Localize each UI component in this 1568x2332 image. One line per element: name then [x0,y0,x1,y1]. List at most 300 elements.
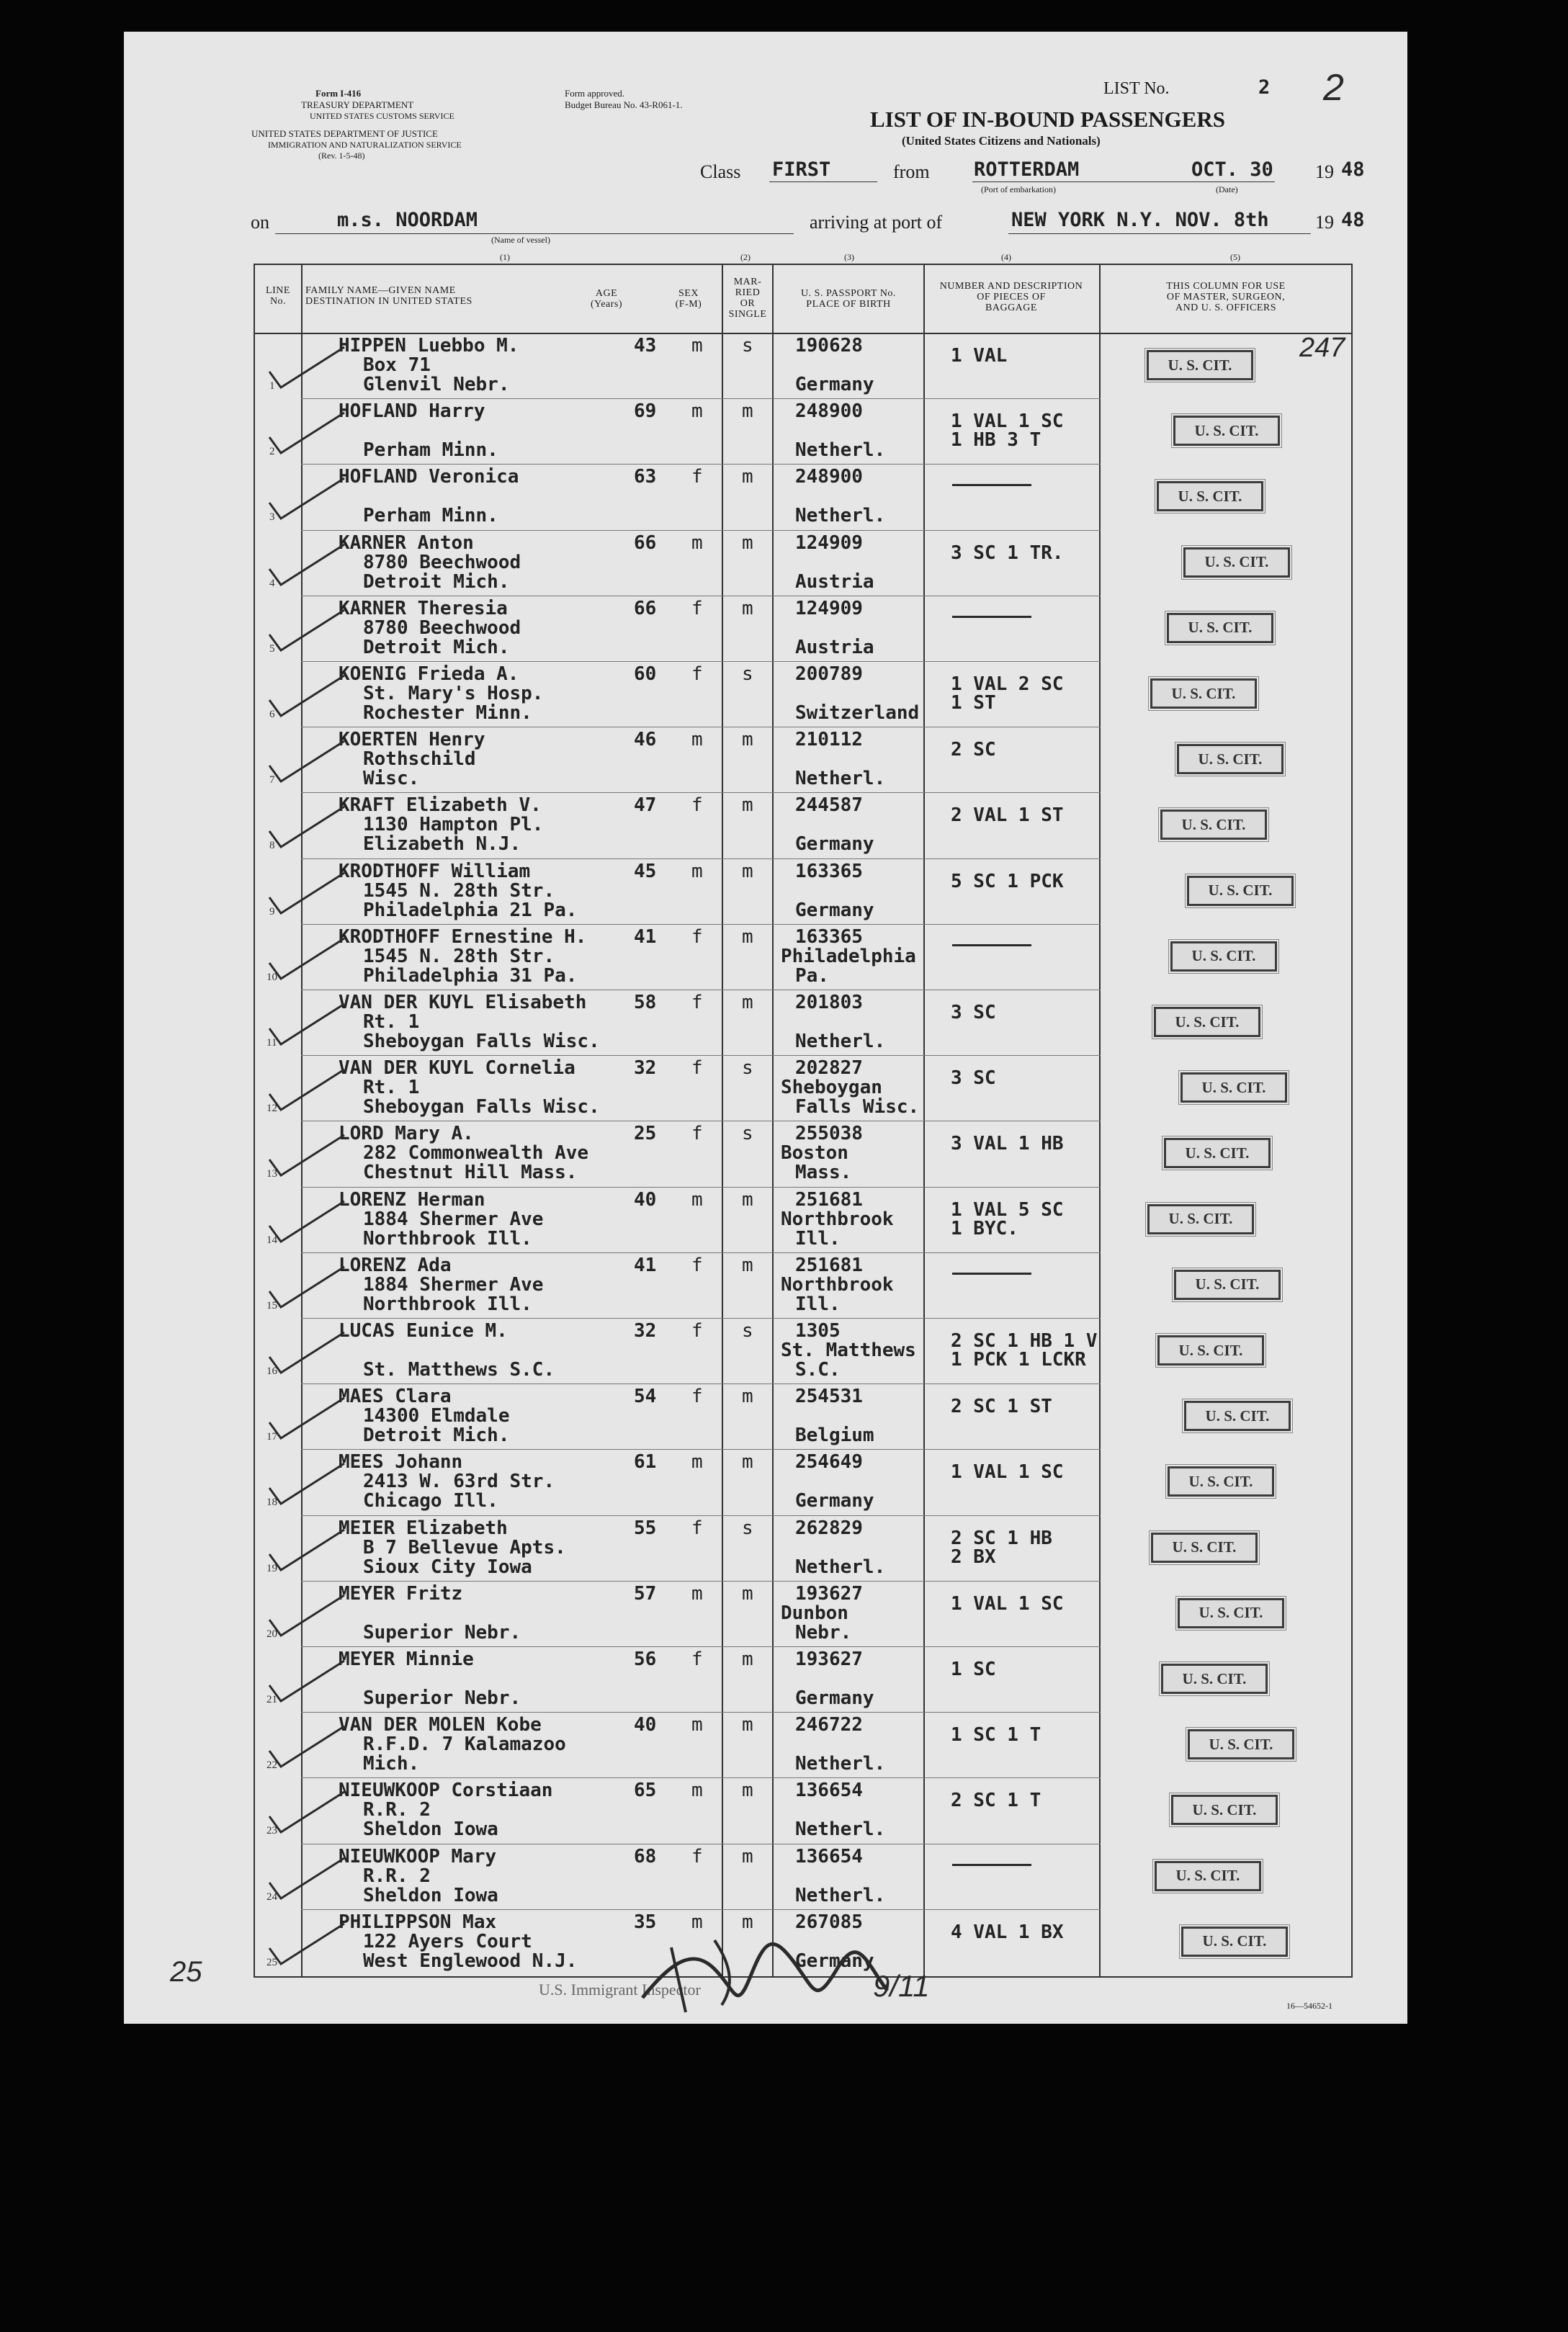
row-separator [301,924,1101,925]
place-of-birth: Germany [795,899,874,921]
place-of-birth: Germany [795,374,874,395]
place-of-birth: Mass. [795,1162,852,1184]
column-number: (2) [740,252,751,262]
line-number: 18 [266,1497,277,1509]
marital-status: s [742,335,753,356]
baggage-line-1: 3 SC 1 TR. [951,542,1064,564]
place-of-birth: Austria [795,636,874,658]
column-number: (5) [1230,252,1240,262]
passenger-name: NIEUWKOOP Corstiaan [339,1780,553,1802]
passport-number: 136654 [795,1780,863,1802]
place-of-birth: Netherl. [795,1556,886,1578]
sex: m [691,860,703,882]
passport-number: 193627 [795,1582,863,1605]
sex: f [691,1386,703,1408]
line-number: 10 [266,971,277,983]
place-of-birth: Austria [795,570,874,593]
baggage-line-1: 3 VAL 1 HB [951,1133,1064,1155]
passport-number: 163365 [795,860,863,882]
passport-number: 200789 [795,663,863,685]
marital-status: m [742,1188,753,1211]
address-line-2: Detroit Mich. [363,636,510,658]
passport-number: 267085 [795,1911,863,1933]
us-citizen-stamp: U. S. CIT. [1157,481,1263,511]
sex: f [691,1057,703,1080]
passenger-name: MEYER Minnie [339,1649,474,1670]
passport-number: 248900 [795,400,863,423]
arrival-port: NEW YORK N.Y. NOV. 8th [1011,209,1269,231]
line-number: 3 [269,511,275,524]
table-top-rule [254,264,1353,265]
form-number: Form I-416 [315,88,362,99]
passport-number: 1305 [795,1320,841,1342]
marital-status: m [742,1451,753,1474]
budget-bureau: Budget Bureau No. 43-R061-1. [565,99,683,110]
us-citizen-stamp: U. S. CIT. [1154,1007,1260,1037]
us-citizen-stamp: U. S. CIT. [1174,1270,1281,1300]
marital-status: m [742,1649,753,1670]
address-line-2: Sheldon Iowa [363,1818,498,1841]
line-number: 25 [266,1956,277,1968]
address-line-1: 1545 N. 28th Str. [363,879,555,902]
place-of-birth: Germany [795,1950,874,1972]
address-line-2: Mich. [363,1753,420,1775]
passenger-name: KRODTHOFF Ernestine H. [339,925,587,948]
address-line-2: Sheldon Iowa [363,1884,498,1906]
line-number: 9 [269,905,275,918]
place-of-birth: Netherl. [795,439,886,462]
checkmark-icon [265,408,351,459]
birth-line-1: St. Matthews [781,1340,916,1361]
sex: f [691,925,703,948]
column-number: (3) [844,252,854,262]
address-line-2: Sheboygan Falls Wisc. [363,1096,600,1118]
marital-status: s [742,1057,753,1080]
us-citizen-stamp: U. S. CIT. [1184,1401,1291,1431]
address-line-1: R.F.D. 7 Kalamazoo [363,1734,566,1756]
line-number: 8 [269,840,275,852]
passenger-name: KOENIG Frieda A. [339,663,519,685]
place-of-birth: Netherl. [795,1884,886,1906]
sex: f [691,794,703,817]
place-of-birth: Netherl. [795,1031,886,1052]
passport-number: 254649 [795,1451,863,1474]
age: 56 [634,1649,657,1670]
row-separator [301,661,1101,662]
class-label: Class [700,161,741,182]
passport-number: 248900 [795,466,863,488]
from-label: from [893,161,930,182]
marital-status: m [742,400,753,423]
checkmark-icon [265,1263,351,1313]
dept-treasury: TREASURY DEPARTMENT [301,99,414,110]
place-of-birth: Pa. [795,964,829,987]
marital-status: m [742,794,753,817]
checkmark-icon [265,1197,351,1247]
baggage-line-1: 2 SC 1 HB [951,1527,1052,1549]
header-sex: SEX (F-M) [675,288,702,310]
passenger-name: MEIER Elizabeth [339,1517,508,1539]
marital-status: m [742,1845,753,1867]
place-of-birth: Switzerland [795,702,920,724]
place-of-birth: Ill. [795,1227,841,1250]
address-line-1: Rt. 1 [363,1077,420,1099]
baggage-line-1: 1 VAL 1 SC [951,1461,1064,1484]
age: 55 [634,1517,657,1539]
address-line-2: Philadelphia 31 Pa. [363,964,578,987]
address-line-1: 1884 Shermer Ave [363,1208,544,1230]
us-citizen-stamp: U. S. CIT. [1171,1795,1278,1825]
sex: m [691,729,703,751]
line-number: 1 [269,380,275,392]
line-number: 16 [266,1365,277,1377]
sex: m [691,400,703,423]
page-title: LIST OF IN-BOUND PASSENGERS [870,107,1225,132]
passport-number: 136654 [795,1845,863,1867]
address-line-2: Chestnut Hill Mass. [363,1162,578,1184]
passenger-name: MEYER Fritz [339,1582,463,1605]
age: 35 [634,1911,657,1933]
line-number: 14 [266,1234,277,1246]
address-line-1: 14300 Elmdale [363,1405,510,1427]
baggage-line-2: 1 PCK 1 LCKR [951,1349,1086,1371]
address-line-1: 8780 Beechwood [363,551,521,573]
header-passport: U. S. PASSPORT No. PLACE OF BIRTH [801,288,896,310]
age: 46 [634,729,657,751]
age: 60 [634,663,657,685]
baggage-line-1: 1 VAL 5 SC [951,1198,1064,1221]
row-separator [301,1318,1101,1319]
marital-status: m [742,1911,753,1933]
age: 61 [634,1451,657,1474]
baggage-line-1: 3 SC [951,1067,996,1090]
marital-status: m [742,1582,753,1605]
sex: m [691,1451,703,1474]
year-prefix-1: 19 [1315,161,1334,182]
row-separator [301,1712,1101,1713]
address-line-2: Sheboygan Falls Wisc. [363,1031,600,1052]
row-separator [301,1383,1101,1384]
place-of-birth: Falls Wisc. [795,1096,920,1118]
header-officers: THIS COLUMN FOR USE OF MASTER, SURGEON, AND U. S. OFFICERS [1166,281,1286,313]
col-rule [254,264,255,1978]
address-line-1: 282 Commonwealth Ave [363,1142,589,1165]
passenger-name: KRAFT Elizabeth V. [339,794,542,817]
checkmark-icon [265,934,351,985]
baggage-line-1: 2 SC [951,739,996,761]
passport-number: 251681 [795,1188,863,1211]
passenger-name: KARNER Anton [339,532,474,554]
address-line-1: 1130 Hampton Pl. [363,814,544,836]
line-number: 5 [269,642,275,655]
from-underline [972,181,1275,182]
address-line-2: Sioux City Iowa [363,1556,532,1578]
age: 63 [634,466,657,488]
baggage-line-2: 1 ST [951,692,996,714]
checkmark-icon [265,869,351,919]
passenger-name: KARNER Theresia [339,597,508,619]
row-separator [301,530,1101,531]
baggage-dash [952,1273,1031,1275]
departure-date: OCT. 30 [1191,158,1273,181]
column-number: (1) [500,252,510,262]
checkmark-icon [265,671,351,722]
checkmark-icon [265,1394,351,1444]
line-number: 22 [266,1759,277,1772]
sex: m [691,1582,703,1605]
class-underline [769,181,877,182]
marital-status: s [742,1123,753,1145]
corner-number: 247 [1299,333,1345,363]
vessel-caption: (Name of vessel) [491,235,550,245]
line-number: 11 [266,1037,277,1049]
checkmark-icon [265,540,351,591]
passenger-name: HOFLAND Veronica [339,466,519,488]
table-header-rule [254,333,1353,334]
vessel-underline [275,233,794,234]
address-line-1: Box 71 [363,354,431,376]
checkmark-icon [265,1328,351,1378]
row-separator [301,398,1101,399]
age: 65 [634,1780,657,1802]
marital-status: s [742,1320,753,1342]
place-of-birth: Netherl. [795,1818,886,1841]
age: 32 [634,1057,657,1080]
passenger-name: KRODTHOFF William [339,860,531,882]
sex: f [691,992,703,1013]
row-separator [301,1909,1101,1910]
address-line-2: Superior Nebr. [363,1687,521,1709]
age: 58 [634,992,657,1013]
row-separator [301,1581,1101,1582]
line-number: 17 [266,1431,277,1443]
row-separator [301,1449,1101,1450]
age: 66 [634,532,657,554]
passenger-name: LORENZ Herman [339,1188,485,1211]
line-number: 12 [266,1103,277,1115]
footer-code: 16—54652-1 [1286,2001,1332,2011]
address-line-1: Rothschild [363,748,476,771]
address-line-2: Northbrook Ill. [363,1227,532,1250]
address-line-2: West Englewood N.J. [363,1950,578,1972]
sex: m [691,335,703,356]
baggage-dash [952,484,1031,486]
baggage-dash [952,616,1031,618]
address-line-1: 122 Ayers Court [363,1930,532,1952]
checkmark-icon [265,1065,351,1116]
us-citizen-stamp: U. S. CIT. [1181,1927,1288,1957]
row-separator [301,464,1101,465]
line-number: 15 [266,1299,277,1311]
baggage-line-2: 1 HB 3 T [951,429,1041,452]
sex: f [691,1517,703,1539]
us-citizen-stamp: U. S. CIT. [1188,1729,1294,1759]
passport-number: 193627 [795,1649,863,1670]
checkmark-icon [265,1656,351,1707]
passport-number: 163365 [795,925,863,948]
baggage-line-1: 2 SC 1 HB 1 V [951,1330,1098,1352]
sex: f [691,1123,703,1145]
place-of-birth: Germany [795,1490,874,1512]
form-approved: Form approved. [565,88,625,99]
sex: m [691,1911,703,1933]
year-2: 48 [1341,209,1365,231]
age: 25 [634,1123,657,1145]
page-subtitle: (United States Citizens and Nationals) [902,134,1101,148]
marital-status: s [742,1517,753,1539]
line-number: 23 [266,1825,277,1837]
checkmark-icon [265,802,351,853]
marital-status: m [742,1714,753,1736]
line-number: 19 [266,1562,277,1574]
address-line-2: Wisc. [363,768,420,790]
us-citizen-stamp: U. S. CIT. [1178,1598,1284,1628]
line-number: 2 [269,446,275,458]
class-value: FIRST [772,158,831,181]
sex: f [691,597,703,619]
passenger-name: PHILIPPSON Max [339,1911,497,1933]
passenger-name: VAN DER KUYL Elisabeth [339,992,587,1013]
place-of-birth: Netherl. [795,505,886,527]
checkmark-icon [265,1919,351,1970]
age: 57 [634,1582,657,1605]
birth-line-1: Dunbon [781,1602,848,1624]
marital-status: m [742,1254,753,1276]
age: 68 [634,1845,657,1867]
us-citizen-stamp: U. S. CIT. [1147,350,1253,380]
line-number: 13 [266,1168,277,1180]
passport-number: 190628 [795,335,863,356]
age: 40 [634,1188,657,1211]
passenger-name: HOFLAND Harry [339,400,485,423]
row-separator [301,1252,1101,1253]
checkmark-icon [265,737,351,787]
address-line-1: 8780 Beechwood [363,616,521,639]
list-no-label: LIST No. [1103,79,1170,98]
birth-line-1: Boston [781,1142,848,1165]
passenger-name: MEES Johann [339,1451,463,1474]
baggage-line-2: 2 BX [951,1546,996,1568]
col-rule [1351,264,1353,1978]
on-label: on [251,212,269,233]
place-of-birth: Germany [795,833,874,856]
column-number: (4) [1001,252,1011,262]
passport-number: 246722 [795,1714,863,1736]
address-line-2: Chicago Ill. [363,1490,498,1512]
address-line-2: Detroit Mich. [363,570,510,593]
marital-status: m [742,860,753,882]
baggage-line-1: 1 SC [951,1659,996,1680]
year-1: 48 [1341,158,1365,181]
row-separator [301,1187,1101,1188]
header-baggage: NUMBER AND DESCRIPTION OF PIECES OF BAGGAGE [939,281,1083,313]
baggage-line-1: 1 SC 1 T [951,1724,1041,1746]
sex: f [691,1845,703,1867]
line-number: 7 [269,774,275,786]
age: 41 [634,1254,657,1276]
passenger-name: LUCAS Eunice M. [339,1320,508,1342]
baggage-line-1: 4 VAL 1 BX [951,1921,1064,1943]
marital-status: m [742,597,753,619]
checkmark-icon [265,474,351,524]
passport-number: 124909 [795,597,863,619]
arriving-label: arriving at port of [810,212,943,233]
passport-number: 254531 [795,1386,863,1408]
address-line-2: St. Matthews S.C. [363,1359,555,1381]
passport-number: 210112 [795,729,863,751]
us-citizen-stamp: U. S. CIT. [1147,1204,1254,1234]
us-citizen-stamp: U. S. CIT. [1151,1533,1258,1563]
list-no-value: 2 [1258,76,1271,99]
passport-number: 244587 [795,794,863,817]
line-number: 20 [266,1628,277,1640]
address-line-2: Northbrook Ill. [363,1293,532,1315]
us-citizen-stamp: U. S. CIT. [1168,1466,1274,1497]
checkmark-icon [265,606,351,656]
sex: m [691,1188,703,1211]
line-number: 4 [269,577,275,589]
address-line-1: 2413 W. 63rd Str. [363,1471,555,1493]
us-citizen-stamp: U. S. CIT. [1160,810,1267,840]
birth-line-1: Northbrook [781,1208,894,1230]
address-line-2: Detroit Mich. [363,1425,510,1447]
header-name: FAMILY NAME—GIVEN NAME DESTINATION IN UNITED STATES [305,285,472,307]
passport-number: 201803 [795,992,863,1013]
birth-line-1: Philadelphia [781,945,916,967]
marital-status: m [742,729,753,751]
row-separator [301,858,1101,859]
header-married: MAR- RIED OR SINGLE [728,277,767,320]
year-prefix-2: 19 [1315,212,1334,233]
port-of-embarkation: ROTTERDAM [974,158,1080,181]
row-separator [301,1515,1101,1516]
dept-justice: UNITED STATES DEPARTMENT OF JUSTICE [251,128,438,139]
marital-status: m [742,1780,753,1802]
us-citizen-stamp: U. S. CIT. [1183,547,1290,578]
us-citizen-stamp: U. S. CIT. [1161,1664,1268,1694]
us-citizen-stamp: U. S. CIT. [1157,1335,1264,1365]
us-citizen-stamp: U. S. CIT. [1170,941,1277,972]
sex: f [691,1320,703,1342]
us-citizen-stamp: U. S. CIT. [1167,613,1273,643]
birth-line-1: Sheboygan [781,1077,882,1099]
age: 47 [634,794,657,817]
header-age: AGE (Years) [590,288,623,310]
baggage-dash [952,1864,1031,1866]
address-line-2: Glenvil Nebr. [363,374,510,395]
margin-tally: 25 [170,1956,202,1988]
checkmark-icon [265,1525,351,1576]
marital-status: s [742,663,753,685]
address-line-1: R.R. 2 [363,1799,431,1821]
passport-number: 202827 [795,1057,863,1080]
passenger-name: NIEUWKOOP Mary [339,1845,497,1867]
passenger-name: VAN DER MOLEN Kobe [339,1714,542,1736]
place-of-birth: Netherl. [795,768,886,790]
birth-line-1: Northbrook [781,1273,894,1296]
us-citizen-stamp: U. S. CIT. [1181,1072,1287,1103]
date-caption: (Date) [1216,184,1238,194]
line-number: 6 [269,709,275,720]
baggage-line-1: 3 SC [951,1002,996,1023]
passport-number: 262829 [795,1517,863,1539]
checkmark-icon [265,1788,351,1838]
checkmark-icon [265,1459,351,1510]
us-citizen-stamp: U. S. CIT. [1187,876,1294,906]
address-line-2: Perham Minn. [363,439,498,462]
place-of-birth: S.C. [795,1359,841,1381]
address-line-1: 1884 Shermer Ave [363,1273,544,1296]
